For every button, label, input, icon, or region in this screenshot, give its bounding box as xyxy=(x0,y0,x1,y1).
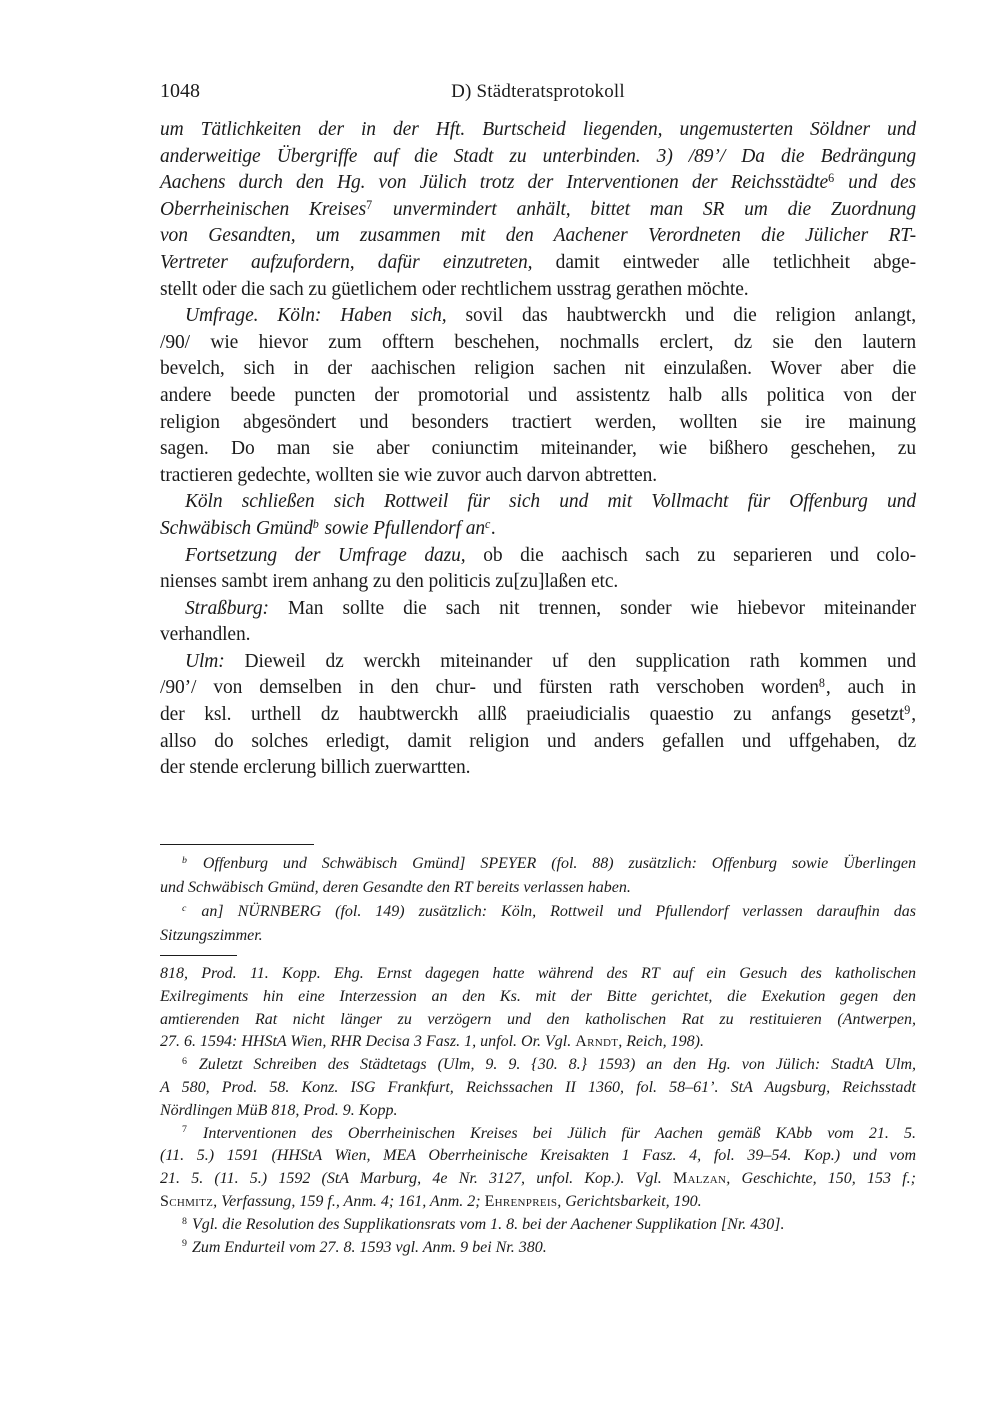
text-segment: , Geschichte, 150, 153 f.; xyxy=(726,1170,916,1188)
text-line xyxy=(160,1214,916,1237)
text-segment: Zum Endurteil vom 27. 8. 1593 vgl. Anm. 9 bei Nr. 380. xyxy=(187,1238,547,1256)
text-segment: an] NÜRNBERG (fol. 149) zusätzlich: Köln, Rottweil und Pfullendorf verlassen daraufhin das xyxy=(187,903,916,920)
text-segment: von Gesandten, um zusammen mit den Aachener Verordneten die Jülicher RT- xyxy=(160,225,916,247)
text-line xyxy=(160,596,916,623)
text-line xyxy=(160,356,916,383)
footnote-separator-critical xyxy=(160,844,314,845)
text-segment: um Tätlichkeiten der in der Hft. Burtscheid liegenden, ungemusterten Söldner und xyxy=(160,119,916,140)
text-line xyxy=(160,1237,916,1260)
text-line xyxy=(160,543,916,570)
text-segment: sagen. Do man sie aber coniunctim miteinander, wie bißhero geschehen, zu xyxy=(160,438,916,460)
text-segment: Arndt xyxy=(575,1033,619,1051)
text-segment: der stende erclerung billich zuerwartten. xyxy=(160,757,471,779)
text-segment: Zuletzt Schreiben des Städtetags (Ulm, 9. 9. {30. 8.} 1593) an den Hg. von Jülich: StadtA Ulm, xyxy=(187,1056,916,1074)
text-segment: Malzan xyxy=(673,1170,727,1188)
text-line xyxy=(160,675,916,702)
text-segment: , Verfassung, 159 f., Anm. 4; 161, Anm. 2; xyxy=(213,1192,485,1210)
text-line xyxy=(160,986,916,1009)
footnotes-critical xyxy=(160,852,916,948)
footnote-marker: 8 xyxy=(818,676,825,691)
footnote-marker: 9 xyxy=(182,1238,187,1250)
text-segment: und des xyxy=(835,172,916,194)
text-segment: Exilregiments hin eine Interzession an den Ks. mit der Bitte gerichtet, die Exekution gegen den xyxy=(160,987,916,1005)
text-segment: , Reich, 198). xyxy=(618,1033,704,1051)
text-segment: , xyxy=(911,704,916,726)
text-segment: Ulm: xyxy=(185,650,225,672)
text-line xyxy=(160,197,916,224)
text-segment: Straßburg: xyxy=(185,597,269,619)
text-line xyxy=(160,330,916,357)
text-segment: Schmitz xyxy=(160,1192,214,1210)
footnote-marker: c xyxy=(485,516,491,531)
footnote-marker: 6 xyxy=(182,1056,187,1068)
text-line xyxy=(160,223,916,250)
text-line xyxy=(160,852,916,876)
text-line xyxy=(160,1123,916,1146)
footnote-marker: 9 xyxy=(904,702,911,717)
text-line xyxy=(160,1191,916,1214)
footnote-marker: 6 xyxy=(828,170,835,185)
text-line xyxy=(160,250,916,277)
text-line xyxy=(160,463,916,490)
text-line xyxy=(160,410,916,437)
text-segment: , auch in xyxy=(825,677,917,699)
text-segment: (11. 5.) 1591 (HHStA Wien, MEA Oberrheinische Kreisakten 1 Fasz. 4, fol. 39–54. Kop.) und vom xyxy=(160,1147,916,1165)
text-line xyxy=(160,963,916,986)
text-segment: damit eintweder alle tetlichheit abge- xyxy=(532,251,916,273)
text-segment: stellt oder die sach zu güetlichem oder rechtlichem usstrag gerathen möchte. xyxy=(160,278,749,300)
text-line xyxy=(160,1145,916,1168)
text-segment: Vertreter aufzufordern, dafür einzutreten, xyxy=(160,251,533,273)
text-segment: /90/ wie hievor zum offtern beschehen, nochmalls erclert, dz sie den lautern xyxy=(160,331,916,353)
text-segment: Dieweil dz werckh miteinander uf den supplication rath kommen und xyxy=(224,650,916,672)
footnote-marker: 7 xyxy=(182,1124,187,1136)
text-segment: anderweitige Übergriffe auf die Stadt zu unterbinden. 3) /89’/ Da die Bedrängung xyxy=(160,145,916,167)
text-segment: Köln schließen sich Rottweil für sich und mit Vollmacht für Offenburg und xyxy=(185,491,916,513)
text-line xyxy=(160,569,916,596)
footnote-marker: b xyxy=(312,516,319,531)
text-segment: ob die aachisch sach zu separieren und colo- xyxy=(465,544,916,566)
text-segment: Man sollte die sach nit trennen, sonder wie hiebevor miteinander xyxy=(268,597,916,619)
text-segment: Schwäbisch Gmünd xyxy=(160,517,313,539)
text-segment: unvermindert anhält, bittet man SR um die Zuordnung xyxy=(373,198,916,220)
text-line xyxy=(160,277,916,304)
text-segment: Ehrenpreis xyxy=(484,1192,558,1210)
text-segment: 21. 5. (11. 5.) 1592 (StA Marburg, 4e Nr. 3127, unfol. Kop.). Vgl. xyxy=(160,1170,673,1188)
text-segment: andere beede puncten der promotorial und assistentz halb alls politica von der xyxy=(160,384,916,406)
text-segment: Oberrheinischen Kreises xyxy=(160,198,367,220)
text-segment: . xyxy=(491,517,497,539)
running-head: D) Städteratsprotokoll xyxy=(451,81,625,102)
text-line xyxy=(160,1100,916,1123)
text-segment: Sitzungszimmer. xyxy=(160,927,263,944)
text-line xyxy=(160,900,916,924)
text-line xyxy=(160,144,916,171)
text-segment: Fortsetzung der Umfrage dazu, xyxy=(185,544,466,566)
footnote-marker: 8 xyxy=(182,1215,187,1227)
text-line xyxy=(160,1168,916,1191)
text-line xyxy=(160,489,916,516)
text-line xyxy=(160,436,916,463)
text-line xyxy=(160,1054,916,1077)
text-segment: Interventionen des Oberrheinischen Kreises bei Jülich für Aachen gemäß KAbb vom 21. 5. xyxy=(187,1124,916,1142)
text-segment: Vgl. die Resolution des Supplikationsrats vom 1. 8. bei der Aachener Supplikation [Nr. 430]. xyxy=(187,1215,785,1233)
text-segment: und Schwäbisch Gmünd, deren Gesandte den RT bereits verlassen haben. xyxy=(160,879,631,896)
text-line xyxy=(160,1009,916,1032)
text-line xyxy=(160,622,916,649)
text-segment: nienses sambt irem anhang zu den politicis zu[zu]laßen etc. xyxy=(160,571,619,593)
text-line xyxy=(160,729,916,756)
text-segment: bevelch, sich in der aachischen religion sachen nit einzulaßen. Wover aber die xyxy=(160,358,916,380)
text-line xyxy=(160,702,916,729)
footnote-marker: b xyxy=(182,854,187,866)
text-segment: /90’/ von demselben in den chur- und fürsten rath verschoben worden xyxy=(160,677,819,699)
footnotes-commentary xyxy=(160,963,916,1259)
text-segment: amtierenden Rat nicht länger zu verzögern und den katholischen Rat zu restituieren (Antwerpen, xyxy=(160,1010,916,1028)
text-segment: A 580, Prod. 58. Konz. ISG Frankfurt, Reichssachen II 1360, fol. 58–61’. StA Augsburg, Reichsstadt xyxy=(160,1078,916,1096)
text-line xyxy=(160,303,916,330)
text-segment: 818, Prod. 11. Kopp. Ehg. Ernst dagegen hatte während des RT auf ein Gesuch des katholischen xyxy=(160,965,916,982)
text-line xyxy=(160,1077,916,1100)
text-segment: allso do solches erledigt, damit religion und anders gefallen und uffgehaben, dz xyxy=(160,730,916,752)
text-segment: religion abgesöndert und besonders tractiert werden, wollten sie ire mainung xyxy=(160,411,916,433)
text-segment: 27. 6. 1594: HHStA Wien, RHR Decisa 3 Fasz. 1, unfol. Or. Vgl. xyxy=(160,1033,576,1051)
text-segment: sowie Pfullendorf an xyxy=(319,517,485,539)
footnote-separator-commentary xyxy=(160,955,237,956)
text-segment: Aachens durch den Hg. von Jülich trotz der Interventionen der Reichsstädte xyxy=(160,172,829,194)
text-line xyxy=(160,924,916,948)
text-segment: sovil das haubtwerckh und die religion anlangt, xyxy=(446,305,916,327)
footnote-marker: 7 xyxy=(366,197,373,212)
text-segment: Umfrage. Köln: Haben sich, xyxy=(185,305,447,327)
text-segment: Offenburg und Schwäbisch Gmünd] SPEYER (fol. 88) zusätzlich: Offenburg sowie Überlingen xyxy=(187,855,916,872)
footnote-marker: c xyxy=(182,902,187,914)
text-line xyxy=(160,876,916,900)
text-line xyxy=(160,170,916,197)
text-segment: Nördlingen MüB 818, Prod. 9. Kopp. xyxy=(160,1101,398,1119)
text-line xyxy=(160,755,916,782)
page-number: 1048 xyxy=(160,80,200,102)
text-line xyxy=(160,649,916,676)
page-header xyxy=(160,80,916,106)
text-line xyxy=(160,117,916,144)
text-segment: der ksl. urthell dz haubtwerckh allß praeiudicialis quaestio zu anfangs gesetzt xyxy=(160,704,905,726)
text-line xyxy=(160,383,916,410)
body-text xyxy=(160,117,916,782)
text-line xyxy=(160,516,916,543)
text-segment: verhandlen. xyxy=(160,624,251,646)
text-line xyxy=(160,1031,916,1054)
text-segment: tractieren gedechte, wollten sie wie zuvor auch darvon abtretten. xyxy=(160,464,658,486)
text-segment: , Gerichtsbarkeit, 190. xyxy=(557,1192,702,1210)
